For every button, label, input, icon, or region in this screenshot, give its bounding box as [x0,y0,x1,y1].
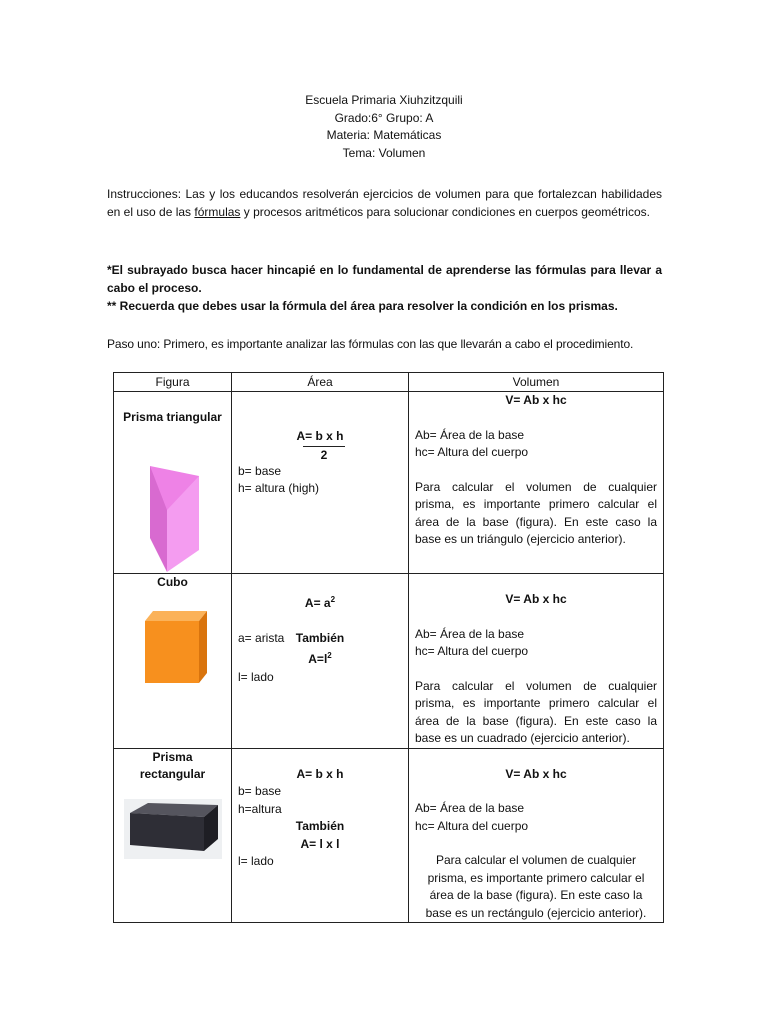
area-divisor-block [240,446,408,463]
area-def-base: b= base [238,784,282,798]
area-def-height: h= altura (high) [238,481,320,495]
area-cell [232,748,409,923]
area-def-height: h=altura [238,801,282,816]
area-also: También [295,630,345,645]
cube-image [137,611,207,683]
step-one-paragraph: Paso uno: Primero, es importante analizar las fórmulas con las que llevarán a cabo el procedimiento. [107,337,634,351]
volume-formula: V= Ab x hc [505,766,567,781]
volume-def-hc: hc= Altura del cuerpo [415,445,529,459]
rectangular-prism-image [124,799,222,859]
area-def-base: b= base [238,463,282,478]
area-divisor: 2 [303,446,345,463]
figure-cell [114,748,232,923]
figure-cell [114,574,232,749]
volume-explanation: Para calcular el volumen de cualquier prisma, es importante primero calcular el área de la base (figura). En este caso la base es un triángulo (ejercicio anterior). [415,479,657,546]
instructions-text-end: y procesos aritméticos para solucionar condiciones en cuerpos geométricos. [240,205,650,219]
grade-group: Grado:6° Grupo: A [334,110,434,125]
notes-block [107,261,662,315]
volume-cell [409,574,664,749]
area-formula-exponent: 2 [330,595,336,604]
volume-def-hc: hc= Altura del cuerpo [415,818,529,833]
figure-cell [114,392,232,574]
formulas-table [113,372,664,923]
area-cell [232,574,409,749]
volume-def-hc: hc= Altura del cuerpo [415,644,529,658]
area-def-side: l= lado [238,854,274,868]
topic: Tema: Volumen [342,145,426,160]
volume-def-ab: Ab= Área de la base [415,626,525,641]
area-cell [232,392,409,574]
table-row [114,392,664,574]
volume-formula: V= Ab x hc [505,592,567,606]
figure-name: Prisma rectangular [139,749,206,781]
document-header [0,92,768,162]
instructions-text-start: Instrucciones: Las y los educandos resolverán ejercicios de volumen para que fortalezcan habilidades en el uso de las [107,187,662,219]
area-formula: A= b x h [296,429,344,443]
volume-def-ab: Ab= Área de la base [415,427,525,442]
school-name: Escuela Primaria Xiuhzitzquili [305,93,463,107]
area-alt-formula: A= l x l [300,836,340,851]
note-area-formula: ** Recuerda que debes usar la fórmula del área para resolver la condición en los prismas. [107,299,618,313]
header-volumen: Volumen [409,373,664,392]
area-def-edge: a= arista [238,630,285,645]
instructions-paragraph [107,185,662,221]
volume-formula: V= Ab x hc [505,393,567,407]
area-formula: A= b x h [296,766,344,781]
table-row [114,748,664,923]
volume-explanation: Para calcular el volumen de cualquier prisma, es importante primero calcular el área de la base (figura). En este caso la base es un rectángulo (ejercicio anterior). [425,853,647,920]
area-alt-formula [232,647,408,669]
volume-cell [409,748,664,923]
note-underline: *El subrayado busca hacer hincapié en lo fundamental de aprenderse las fórmulas para llevar a cabo el proceso. [107,263,662,295]
area-also: También [295,819,345,833]
area-def-side: l= lado [238,669,274,684]
figure-name: Prisma triangular [123,410,222,424]
table-row [114,574,664,749]
figure-name: Cubo [157,575,188,589]
subject: Materia: Matemáticas [326,128,442,142]
instructions-underlined-word: fórmulas [194,205,241,219]
area-alt-base: A=l [308,652,328,666]
header-figura: Figura [114,373,232,392]
table-header-row [114,373,664,392]
volume-cell [409,392,664,574]
area-formula-base: A= a [304,596,331,610]
area-alt-exponent: 2 [327,651,332,660]
header-area: Área [232,373,409,392]
volume-def-ab: Ab= Área de la base [415,801,525,815]
triangular-prism-image [147,462,202,572]
area-formula [232,574,408,613]
volume-explanation: Para calcular el volumen de cualquier prisma, es importante primero calcular el área de la base (figura). En este caso la base es un cuadrado (ejercicio anterior). [415,678,657,745]
